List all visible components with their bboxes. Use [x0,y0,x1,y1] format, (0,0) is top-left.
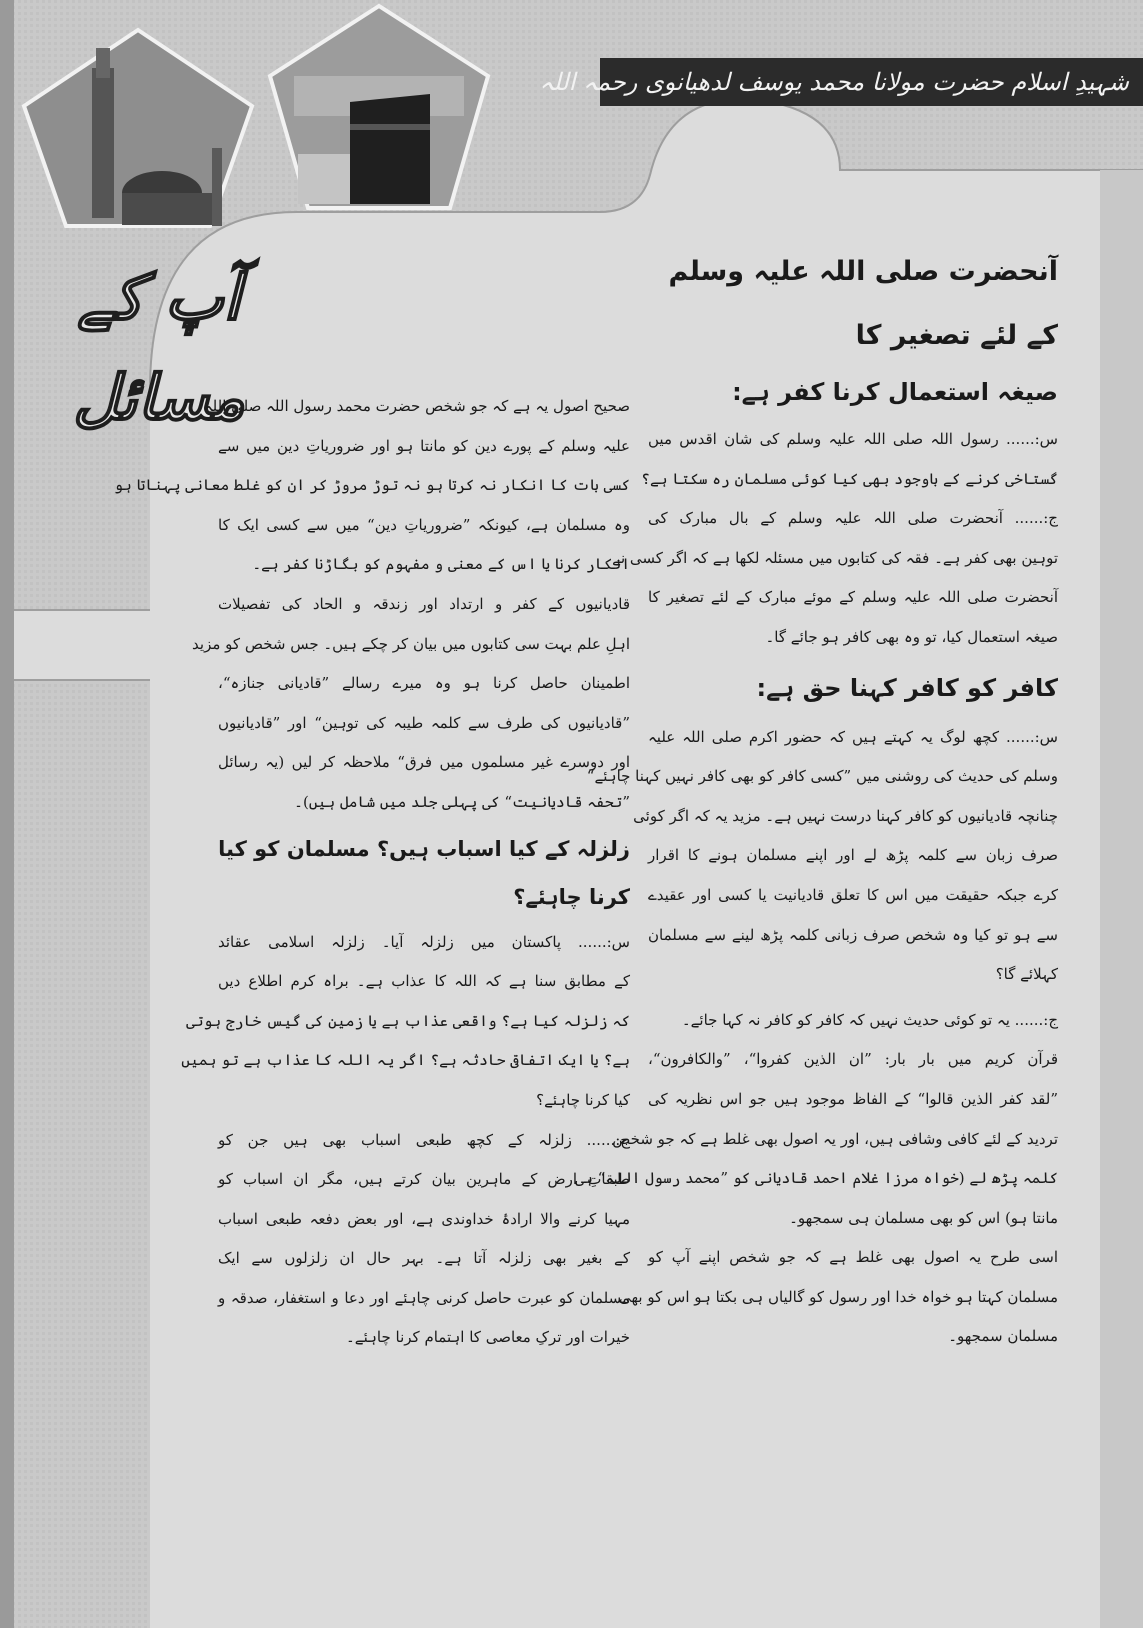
closing-paragraph: اسی طرح یہ اصول بھی غلط ہے کہ جو شخص اپنے آپ کو مسلمان کہتا ہو خواہ خدا اور رسول کو گالیاں ہی بکتا ہو اس کو بھی مسلمان سمجھو۔ [619,1248,1058,1346]
qadiani-paragraph: قادیانیوں کے کفر و ارتداد اور زندقہ و الحاد کی تفصیلات اہلِ علم بہت سی کتابوں میں بیان کر چکے ہیں۔ جس شخص کو مزید اطمینان حاصل کرنا ہو وہ میرے رسالے ”قادیانی جنازہ“، ”قادیانیوں کی طرف سے کلمہ طیبہ کی توہین“ اور ”قادیانیوں اور دوسرے غیر مسلموں میں فرق“ ملاحظہ کر لیں (یہ رسائل ”تحفہ قادیانیت“ کی پہلی جلد میں شامل ہیں)۔ [192,594,630,811]
mosque-image [22,28,254,228]
heading-earthquake: زلزلہ کے کیا اسباب ہیں؟ مسلمان کو کیا کرنا چاہئے؟ [218,836,630,909]
left-column [114,387,630,1358]
question-paragraph: س:...... پاکستان میں زلزلہ آیا۔ زلزلہ اسلامی عقائد کے مطابق سنا ہے کہ اللہ کا عذاب ہے۔ براہ کرم اطلاع دیں کہ زلزلہ کیا ہے؟ واقعی عذاب ہے یا زمین کی گیس خارج ہوتی ہے؟ یا ایک اتفاقی حادثہ ہے؟ اگر یہ اللہ کا عذاب ہے تو ہمیں کیا کرنا چاہئے؟ [181,932,630,1109]
question-paragraph: س:...... رسول اللہ صلی اللہ علیہ وسلم کی شان اقدس میں گستاخی کرنے کے باوجود بھی کیا کوئی مسلمان رہ سکتا ہے؟ [641,430,1058,488]
answer-paragraph: ج:...... یہ تو کوئی حدیث نہیں کہ کافر کو کافر نہ کہا جائے۔ قرآن کریم میں بار بار: ”ان الذین کفروا“، ”والکافرون“، ”لقد کفر الذین قالوا“ کے الفاظ موجود ہیں جو اس نظریہ کی تردید کے لئے کافی وشافی ہیں، اور یہ اصول بھی غلط ہے کہ جو شخص کلمہ پڑھ لے (خواہ مرزا غلام احمد قادیانی کو ”محمد رسول اللہ“ ہی مانتا ہو) اس کو بھی مسلمان ہی سمجھو۔ [575,1010,1058,1227]
question-paragraph: س:...... کچھ لوگ یہ کہتے ہیں کہ حضور اکرم صلی اللہ علیہ وسلم کی حدیث کی روشنی میں ”کسی کافر کو بھی کافر نہیں کہنا چاہئے“ چنانچہ قادیانیوں کو کافر کہنا درست نہیں ہے۔ مزید یہ کہ اگر کوئی صرف زبان سے کلمہ پڑھ لے اور اپنے مسلمان ہونے کا اقرار کرے جبکہ حقیقت میں اس کا تعلق قادیانیت یا کسی اور عقیدے سے ہو تو کیا وہ شخص صرف زبانی کلمہ پڑھ لینے سے مسلمان کہلائے گا؟ [586,727,1058,984]
article-title-line1: آنحضرت صلی اللہ علیہ وسلم کے لئے تصغیر کا [668,256,1058,351]
heading-kafir: کافر کو کافر کہنا حق ہے: [756,673,1058,702]
section-title: آپ کے مسائل [73,261,245,434]
article-title-line2: صیغہ استعمال کرنا کفر ہے: [732,378,1058,406]
kaaba-image [268,4,490,210]
answer-paragraph: ج:...... آنحضرت صلی اللہ علیہ وسلم کے بال مبارک کی توہین بھی کفر ہے۔ فقہ کی کتابوں میں مسئلہ لکھا ہے کہ اگر کسی نے آنحضرت صلی اللہ علیہ وسلم کے موئے مبارک کے لئے تصغیر کا صیغہ استعمال کیا، تو وہ بھی کافر ہو جائے گا۔ [612,509,1058,646]
answer-paragraph: ج:...... زلزلہ کے کچھ طبعی اسباب بھی ہیں جن کو طبقاتِ ارض کے ماہرین بیان کرتے ہیں، مگر ان اسباب کو مہیا کرنے والا ارادۂ خداوندی ہے، اور بعض دفعہ طبعی اسباب کے بغیر بھی زلزلہ آتا ہے۔ بہر حال ان زلزلوں سے ایک مسلمان کو عبرت حاصل کرنی چاہئے اور دعا و استغفار، صدقہ و خیرات اور ترکِ معاصی کا اہتمام کرنا چاہئے۔ [218,1130,630,1347]
header-banner: شہیدِ اسلام حضرت مولانا محمد یوسف لدھیانوی رحمہ اللہ [600,58,1143,106]
right-column [575,240,1058,1357]
principle-paragraph: صحیح اصول یہ ہے کہ جو شخص حضرت محمد رسول اللہ صلی اللہ علیہ وسلم کے پورے دین کو مانتا ہو اور ضروریاتِ دین میں سے کسی بات کا انکار نہ کرتا ہو نہ توڑ مروڑ کر ان کو غلط معانی پہناتا ہو وہ مسلمان ہے، کیونکہ ”ضروریاتِ دین“ میں سے کسی ایک کا انکار کرنا یا اس کے معنی و مفہوم کو بگاڑنا کفر ہے۔ [114,397,630,574]
